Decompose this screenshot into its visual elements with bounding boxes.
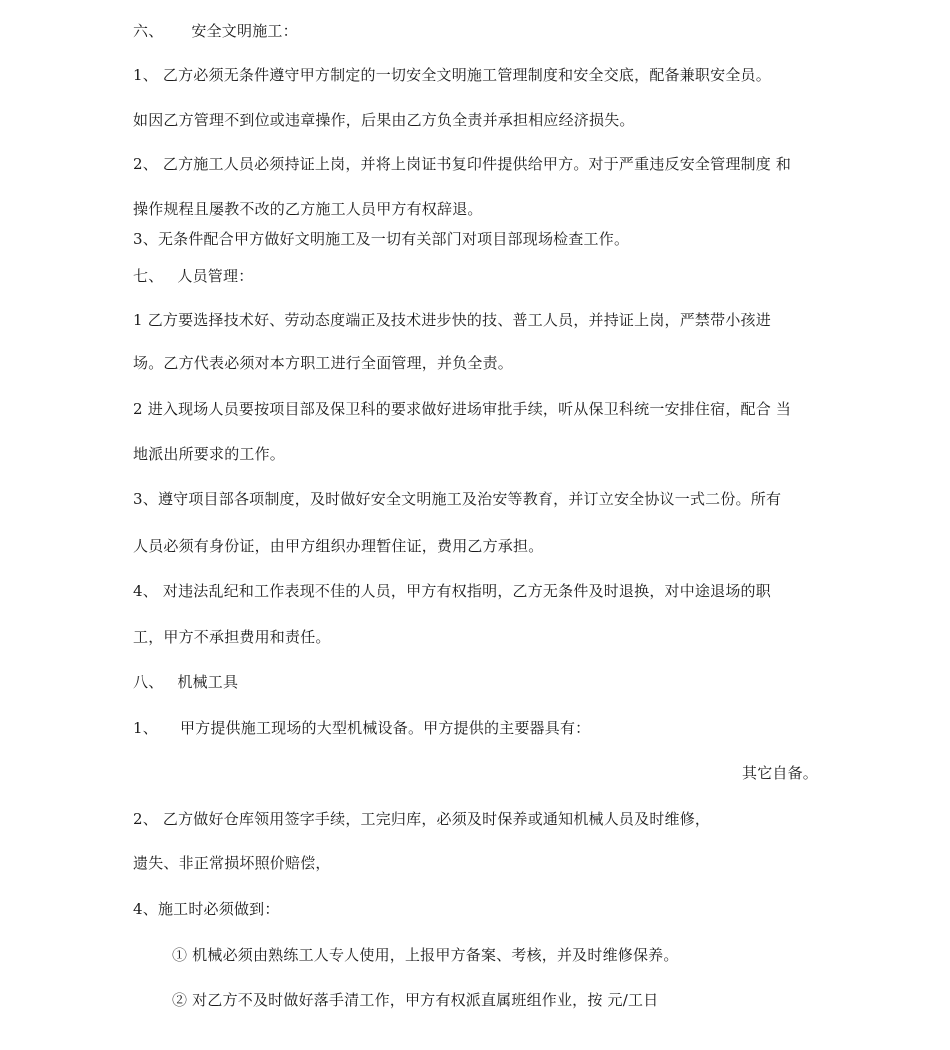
paragraph-line: 遗失、非正常损坏照价赔偿，	[133, 854, 331, 872]
paragraph-line: 2 进入现场人员要按项目部及保卫科的要求做好进场审批手续，听从保卫科统一安排住宿，配合 当	[133, 400, 792, 418]
list-item: ① 机械必须由熟练工人专人使用，上报甲方备案、考核，并及时维修保养。	[172, 946, 679, 964]
paragraph-line: 3、遵守项目部各项制度，及时做好安全文明施工及治安等教育，并订立安全协议一式二份。所有	[133, 490, 782, 508]
paragraph-line: 2、 乙方做好仓库领用签字手续，工完归库，必须及时保养或通知机械人员及时维修，	[133, 810, 711, 828]
paragraph-line: 4、施工时必须做到：	[133, 900, 280, 918]
paragraph-line: 3、无条件配合甲方做好文明施工及一切有关部门对项目部现场检查工作。	[133, 230, 630, 248]
paragraph-line: 2、 乙方施工人员必须持证上岗，并将上岗证书复印件提供给甲方。对于严重违反安全管理制度 和	[133, 155, 792, 173]
paragraph-line: 人员必须有身份证，由甲方组织办理暂住证，费用乙方承担。	[133, 537, 544, 555]
paragraph-line: 地派出所要求的工作。	[133, 445, 286, 463]
paragraph-line: 如因乙方管理不到位或违章操作，后果由乙方负全责并承担相应经济损失。	[133, 111, 635, 129]
section-7-heading: 七、 人员管理：	[133, 267, 254, 285]
section-6-heading: 六、 安全文明施工：	[133, 22, 298, 40]
paragraph-line: 工，甲方不承担费用和责任。	[133, 628, 331, 646]
paragraph-line: 操作规程且屡教不改的乙方施工人员甲方有权辞退。	[133, 200, 483, 218]
paragraph-line: 4、 对违法乱纪和工作表现不佳的人员，甲方有权指明，乙方无条件及时退换，对中途退场的职	[133, 582, 771, 600]
paragraph-line: 场。乙方代表必须对本方职工进行全面管理，并负全责。	[133, 354, 514, 372]
section-8-heading: 八、 机械工具	[133, 673, 239, 691]
paragraph-line: 1 乙方要选择技术好、劳动态度端正及技术进步快的技、普工人员，并持证上岗，严禁带小孩进	[133, 311, 771, 329]
paragraph-line: 1、 甲方提供施工现场的大型机械设备。甲方提供的主要器具有：	[133, 719, 591, 737]
paragraph-line-right: 其它自备。	[742, 764, 819, 782]
paragraph-line: 1、 乙方必须无条件遵守甲方制定的一切安全文明施工管理制度和安全交底，配备兼职安全员。	[133, 66, 771, 84]
list-item: ② 对乙方不及时做好落手清工作，甲方有权派直属班组作业，按 元/工日	[172, 991, 659, 1009]
